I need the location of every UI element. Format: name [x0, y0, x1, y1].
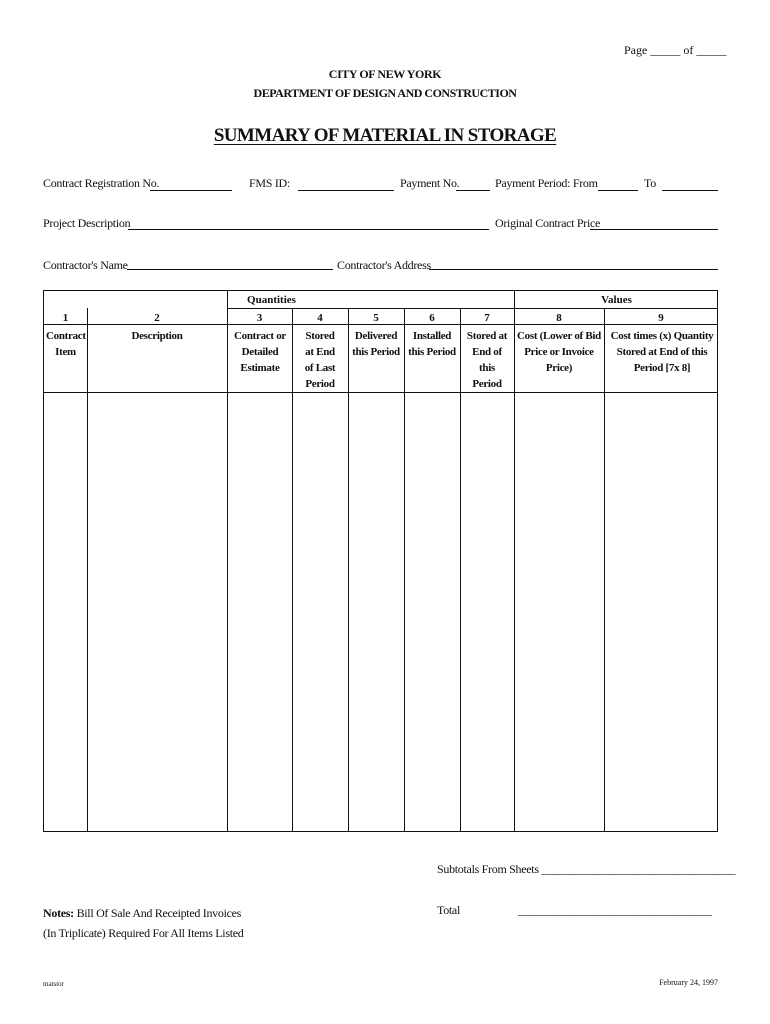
payment-period-from-label: Payment Period: From: [495, 176, 598, 190]
col-header-contract-estimate: Contract or Detailed Estimate: [234, 330, 286, 374]
col-num-6: 6: [429, 312, 435, 324]
quantities-group-rule: [228, 308, 515, 309]
project-description-label: Project Description: [43, 216, 131, 230]
notes-line-2: (In Triplicate) Required For All Items Listed: [43, 926, 244, 940]
payment-period-to-field[interactable]: [662, 190, 718, 191]
material-storage-table: [43, 290, 718, 832]
values-group-header: Values: [601, 294, 632, 306]
col-divider-2: [227, 291, 228, 831]
contract-registration-field[interactable]: [150, 190, 232, 191]
col-divider-1: [87, 308, 88, 831]
notes: [43, 903, 243, 943]
col-num-3: 3: [256, 312, 263, 324]
quantities-group-header: Quantities: [247, 294, 296, 306]
col-divider-7: [514, 291, 515, 831]
col-header-stored-last-period: Stored at End of Last Period: [304, 330, 336, 390]
col-header-contract-item: Contract Item: [46, 330, 86, 358]
col-num-4: 4: [317, 312, 323, 324]
org-city: CITY OF NEW YORK: [328, 67, 442, 81]
values-group-rule: [515, 308, 718, 309]
col-header-delivered: Delivered this Period: [352, 330, 400, 358]
footer-form-id: matstor: [43, 980, 64, 988]
header-bottom-rule: [44, 392, 717, 393]
col-header-description: Description: [131, 330, 183, 342]
notes-label: Notes:: [43, 906, 74, 920]
footer-date: February 24, 1997: [659, 978, 718, 987]
original-contract-price-field[interactable]: [590, 229, 718, 230]
col-divider-8: [604, 308, 605, 831]
col-divider-6: [460, 308, 461, 831]
col-divider-5: [404, 308, 405, 831]
column-number-rule: [44, 324, 717, 325]
org-department: DEPARTMENT OF DESIGN AND CONSTRUCTION: [253, 86, 517, 100]
fms-id-field[interactable]: [298, 190, 394, 191]
notes-line-1: Bill Of Sale And Receipted Invoices: [76, 906, 242, 920]
contract-registration-label: Contract Registration No.: [43, 176, 160, 190]
total-label: Total: [437, 903, 460, 917]
col-num-1: 1: [62, 312, 69, 324]
contractors-name-field[interactable]: [127, 269, 333, 270]
col-divider-4: [348, 308, 349, 831]
col-num-2: 2: [154, 312, 160, 324]
payment-period-to-label: To: [644, 176, 656, 190]
payment-no-field[interactable]: [456, 190, 490, 191]
col-num-7: 7: [484, 312, 490, 324]
contractors-address-label: Contractor's Address: [337, 258, 431, 272]
payment-period-from-field[interactable]: [598, 190, 638, 191]
page-number-label: Page _____ of _____: [624, 43, 727, 57]
col-num-9: 9: [658, 312, 664, 324]
col-header-stored-this-period: Stored at End of this Period: [466, 330, 508, 390]
col-header-cost-times-quantity: Cost times (x) Quantity Stored at End of this Period [7x 8]: [610, 330, 714, 374]
total-field[interactable]: __________________________________: [518, 903, 712, 917]
contractors-name-label: Contractor's Name: [43, 258, 128, 272]
col-num-8: 8: [556, 312, 562, 324]
col-header-cost: Cost (Lower of Bid Price or Invoice Price): [517, 330, 601, 374]
subtotals-label: Subtotals From Sheets __________________________________: [437, 862, 736, 876]
fms-id-label: FMS ID:: [249, 176, 290, 190]
col-header-installed: Installed this Period: [408, 330, 456, 358]
project-description-field[interactable]: [128, 229, 489, 230]
document-title: SUMMARY OF MATERIAL IN STORAGE: [213, 125, 557, 146]
col-divider-3: [292, 308, 293, 831]
original-contract-price-label: Original Contract Price: [495, 216, 601, 230]
col-num-5: 5: [373, 312, 379, 324]
payment-no-label: Payment No.: [400, 176, 460, 190]
contractors-address-field[interactable]: [429, 269, 718, 270]
